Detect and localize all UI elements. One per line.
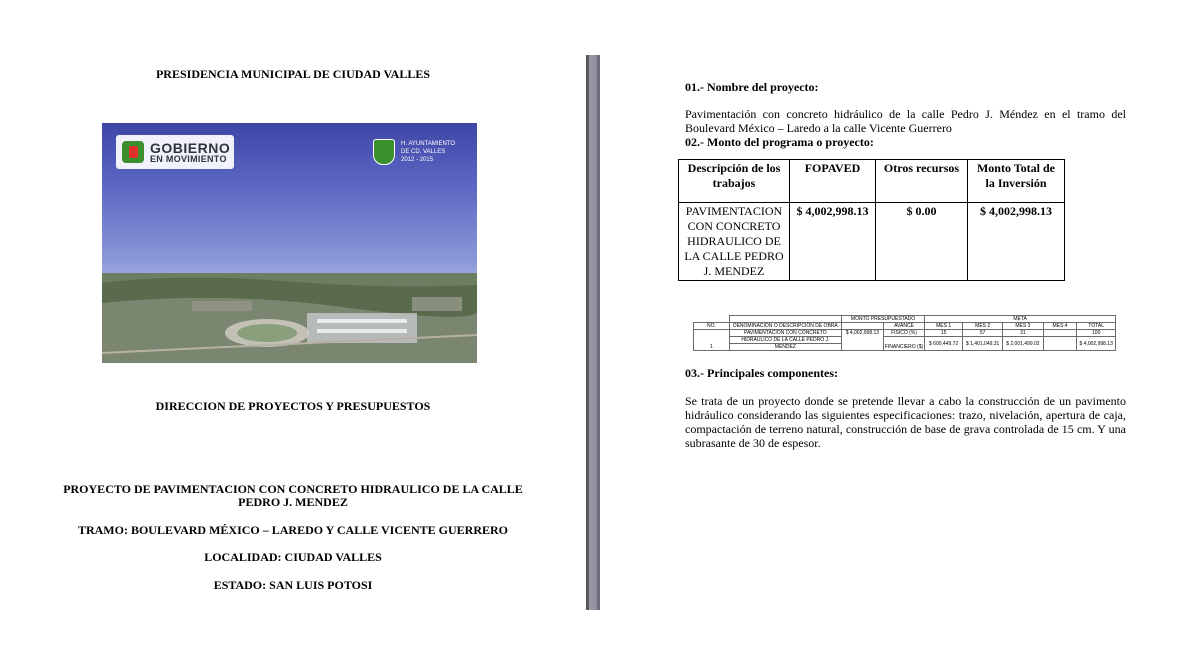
section-1-title: 01.- Nombre del proyecto: [685, 80, 819, 94]
mini-group-meta: META [925, 316, 1116, 323]
mini-row-desc-3: MENDEZ [729, 344, 841, 351]
cell-otros: $ 0.00 [876, 203, 968, 281]
ayto-line-2: DE CD. VALLES [401, 149, 446, 155]
mini-fisico-total: 100 [1077, 330, 1116, 337]
mini-col-denom: DENOMINACION O DESCRIPCION DE OBRA [729, 323, 841, 330]
section-3-text: Se trata de un proyecto donde se pretende llevar a cabo la construcción de un pavimento hidráulico considerando las siguientes especificaciones: trazo, nivelación, apertura de caja, compactación de terreno natural, construcción de base de grava controlada de 15 cm. Y una subrasante de 30 de espesor. [685, 394, 1126, 450]
mini-row-desc [694, 337, 1116, 344]
header-descripcion: Descripción de los trabajos [679, 160, 790, 203]
section-1-text: Pavimentación con concreto hidráulico de la calle Pedro J. Méndez en el tramo del Boulevard México – Laredo a la calle Vicente Guerrero [685, 107, 1126, 135]
header-monto-total: Monto Total de la Inversión [968, 160, 1065, 203]
cell-fopaved: $ 4,002,998.13 [790, 203, 876, 281]
ayto-line-3: 2012 - 2015 [401, 157, 434, 163]
left-page [0, 0, 586, 662]
mini-fisico-mes1: 15 [925, 330, 963, 337]
localidad-line: LOCALIDAD: CIUDAD VALLES [204, 550, 382, 564]
mini-col-total: TOTAL [1077, 323, 1116, 330]
mini-row-no: 1 [694, 330, 730, 351]
mini-fin-mes2: $ 1,401,049.31 [963, 337, 1003, 351]
mini-col-mes4: MES 4 [1043, 323, 1077, 330]
mini-fin-mes3: $ 2,001,499.02 [1003, 337, 1043, 351]
mini-fisico-label: FISICO (%) [883, 330, 924, 337]
mini-col-avance: AVANCE [883, 323, 924, 330]
mini-col-mes1: MES 1 [925, 323, 963, 330]
shield-icon [373, 139, 395, 165]
estado-line: ESTADO: SAN LUIS POTOSI [213, 578, 373, 592]
mini-group-monto: MONTO PRESUPUESTADO [841, 316, 924, 323]
mini-col-no: NO. [694, 323, 730, 330]
mini-row-fisico [694, 330, 1116, 337]
city-landscape-image [102, 273, 477, 363]
investment-table [678, 159, 1065, 281]
gobierno-logo-icon [122, 141, 144, 163]
mini-col-mes3: MES 3 [1003, 323, 1043, 330]
mini-financiero-label: FINANCIERO ($) [883, 337, 924, 351]
logo-line-2: EN MOVIMIENTO [150, 153, 227, 164]
mini-fin-mes1: $ 600,449.72 [925, 337, 963, 351]
mini-col-mes2: MES 2 [963, 323, 1003, 330]
mini-fisico-mes2: 57 [963, 330, 1003, 337]
direction-title: DIRECCION DE PROYECTOS Y PRESUPUESTOS [155, 399, 431, 413]
mini-fin-total: $ 4,002,998.13 [1077, 337, 1116, 351]
project-title-line-1: PROYECTO DE PAVIMENTACION CON CONCRETO HIDRAULICO DE LA CALLE [63, 482, 523, 496]
project-title-line-2: PEDRO J. MENDEZ [238, 495, 348, 509]
mini-header-row [694, 323, 1116, 330]
page-divider [586, 55, 600, 610]
ayuntamiento-logo [373, 137, 465, 167]
header-otros: Otros recursos [876, 160, 968, 203]
mini-group-row [694, 316, 1116, 323]
mini-row-monto: $ 4,002,998.13 [841, 330, 883, 351]
aerial-photo [102, 123, 477, 363]
tramo-line: TRAMO: BOULEVARD MÉXICO – LAREDO Y CALLE VICENTE GUERRERO [77, 523, 509, 537]
header-fopaved: FOPAVED [790, 160, 876, 203]
mini-row-desc-1: PAVIMENTACION CON CONCRETO [729, 330, 841, 337]
section-2-title: 02.- Monto del programa o proyecto: [685, 135, 874, 149]
cell-monto-total: $ 4,002,998.13 [968, 203, 1065, 281]
municipality-header: PRESIDENCIA MUNICIPAL DE CIUDAD VALLES [155, 67, 431, 81]
mini-fisico-mes3: 31 [1003, 330, 1043, 337]
mini-row-desc-2: HIDRAULICO DE LA CALLE PEDRO J. [729, 337, 841, 344]
schedule-table [693, 315, 1116, 351]
cell-descripcion: PAVIMENTACION CON CONCRETO HIDRAULICO DE LA CALLE PEDRO J. MENDEZ [679, 203, 790, 281]
table-header-row [679, 160, 1065, 203]
gobierno-logo [116, 135, 234, 169]
section-3-title: 03.- Principales componentes: [685, 366, 838, 380]
ayto-line-1: H. AYUNTAMIENTO [401, 141, 456, 147]
logo-line-1: GOBIERNO [150, 139, 231, 156]
table-row [679, 203, 1065, 281]
